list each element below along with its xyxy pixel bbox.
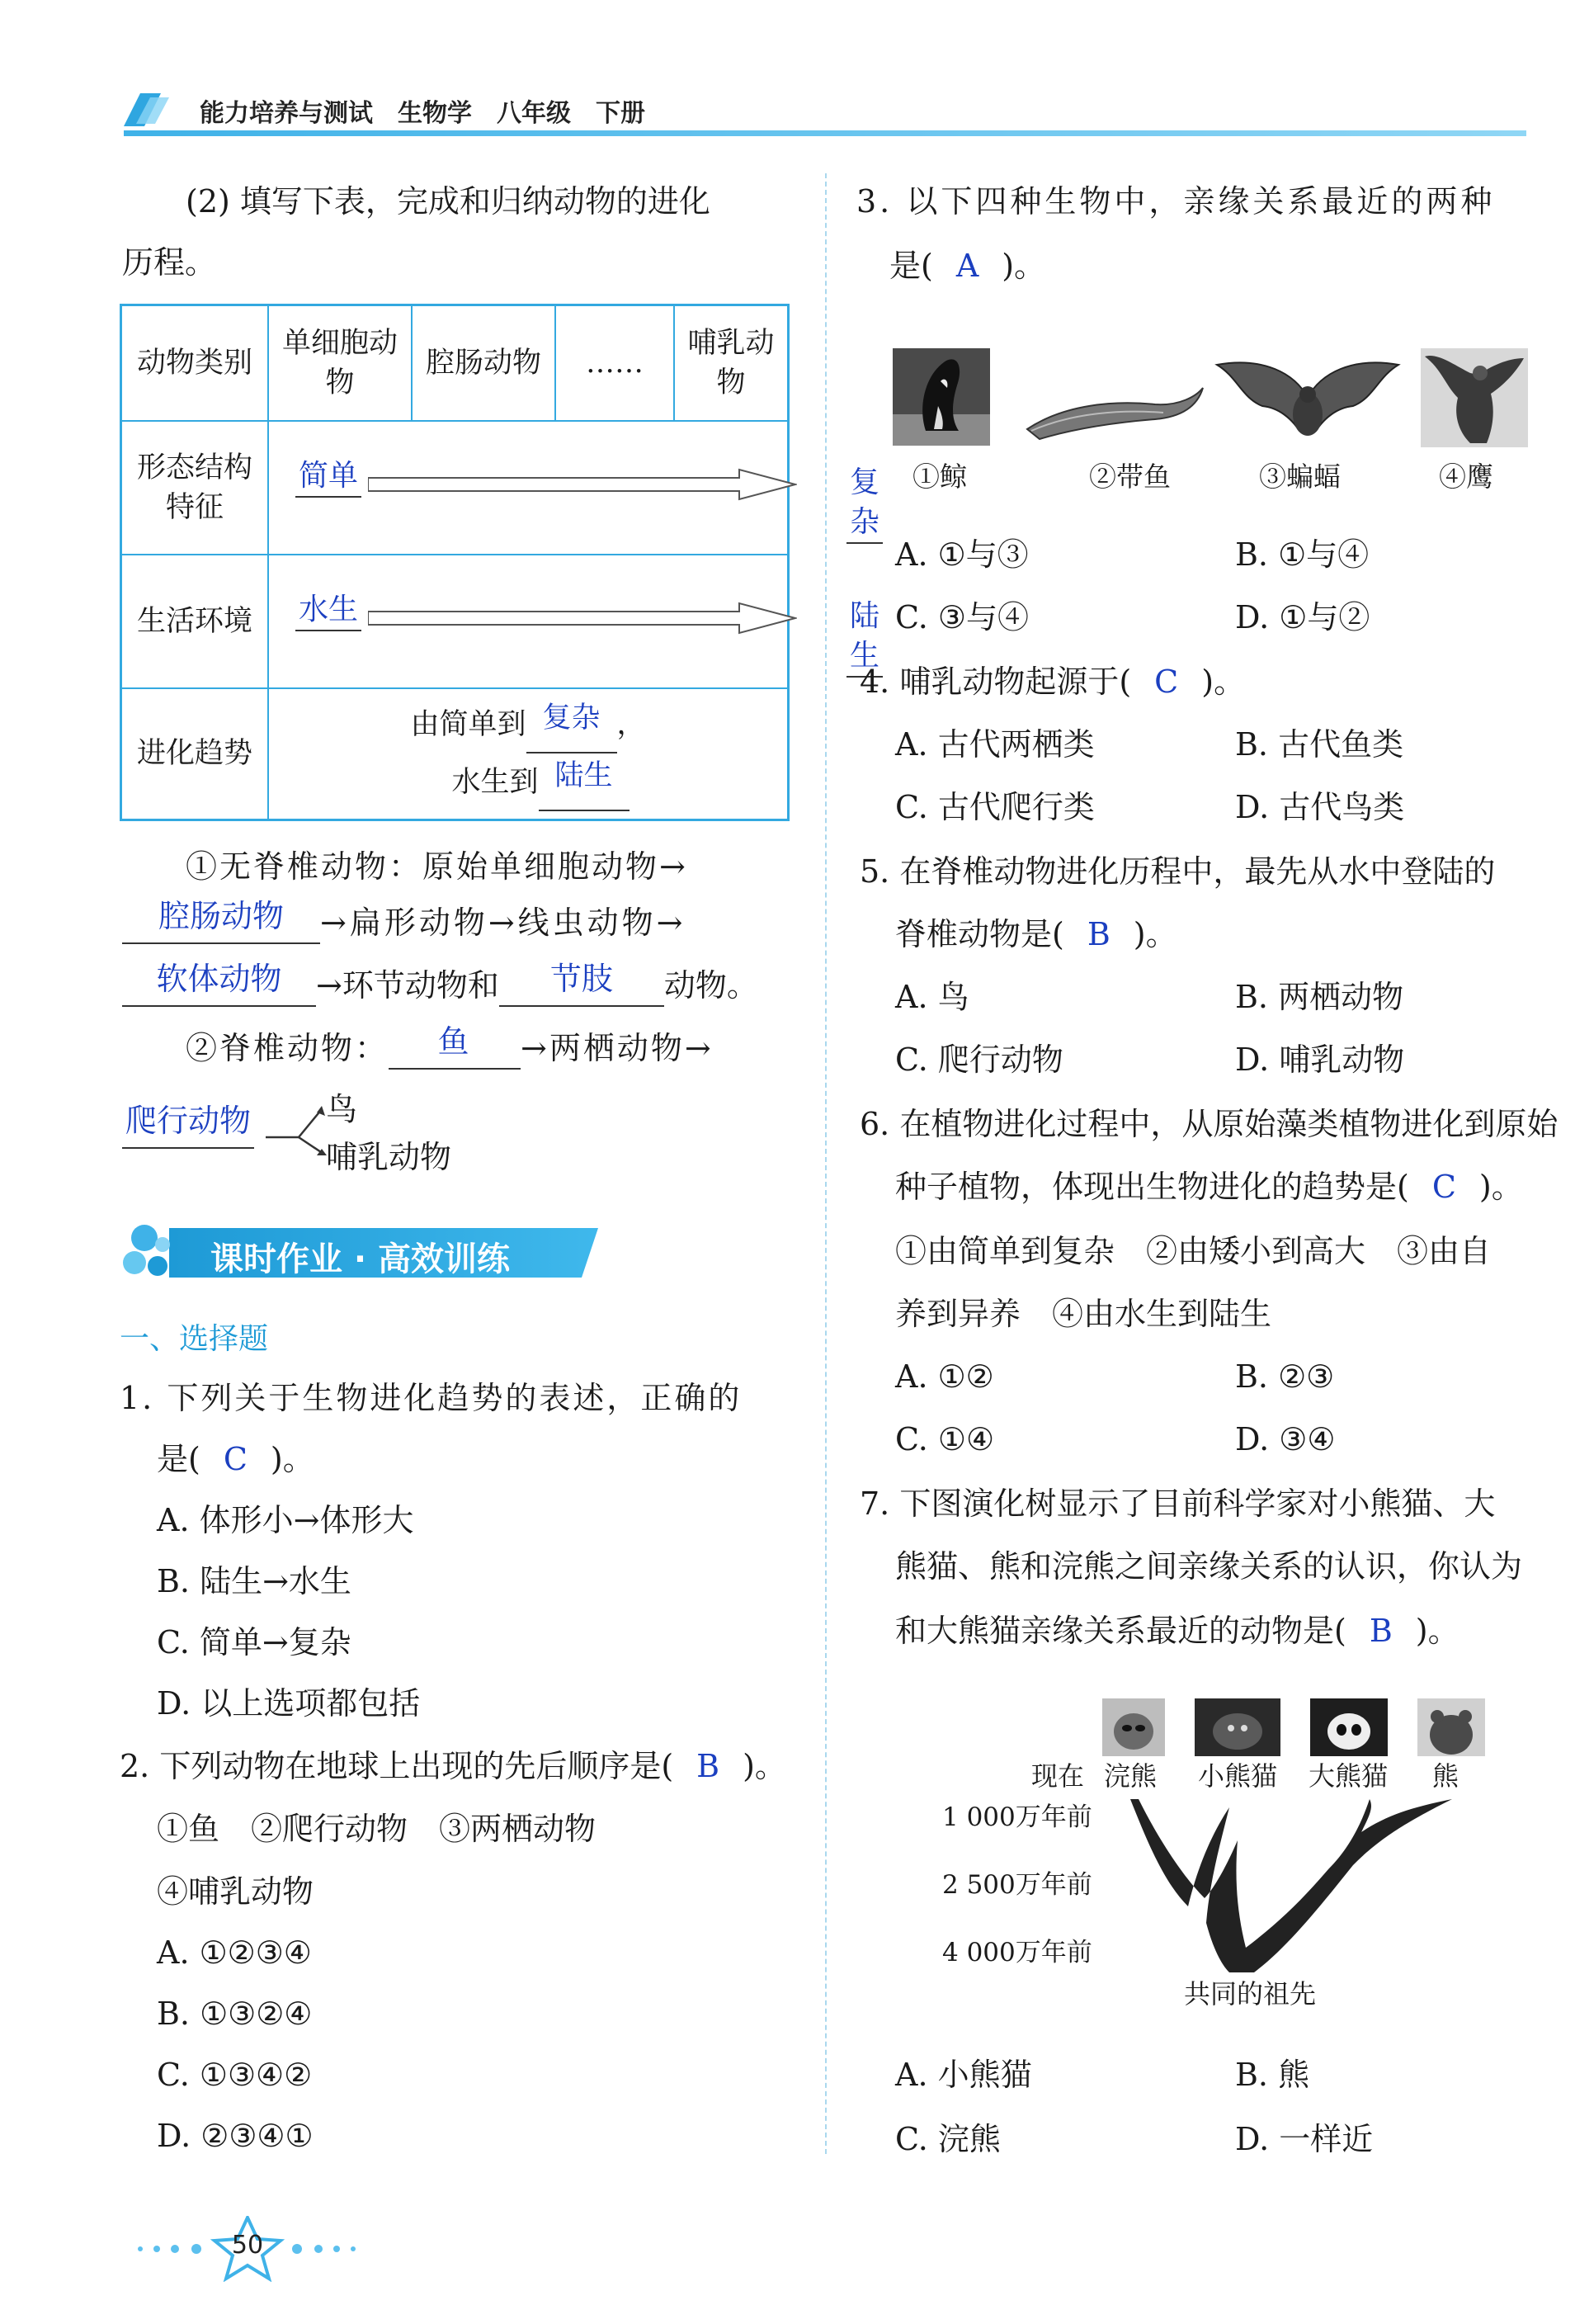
- q1-stem-2-post: )。: [270, 1441, 314, 1477]
- q1-option-a: A. 体形小→体形大: [157, 1502, 414, 1538]
- bear-image: [1417, 1698, 1485, 1756]
- vert-branch-arrow-icon: [266, 1103, 332, 1160]
- q6-stem-2-pre: 种子植物，体现出生物进化的趋势是(: [895, 1169, 1409, 1205]
- habitat-arrow-icon: [368, 602, 797, 635]
- q4-stem-post: )。: [1201, 664, 1246, 700]
- tree-animal-2: 小熊猫: [1198, 1760, 1278, 1792]
- q3-answer: A: [955, 248, 979, 284]
- vert-answer-1: 鱼: [437, 1023, 472, 1060]
- habitat-from: 水生: [295, 590, 361, 631]
- invert-line-3: [122, 961, 758, 1007]
- q1-option-d: D. 以上选项都包括: [157, 1685, 421, 1722]
- invert-mid-1: →扁形动物→线虫动物→: [320, 905, 686, 941]
- q7-option-d: D. 一样近: [1235, 2121, 1374, 2157]
- q6-stem-2-post: )。: [1478, 1169, 1523, 1205]
- tree-animal-3: 大熊猫: [1309, 1760, 1389, 1792]
- q6-items-2: 养到异养 ④由水生到陆生: [895, 1296, 1272, 1332]
- q5-stem-2: [895, 913, 1177, 956]
- q2-items-2: ④哺乳动物: [157, 1873, 314, 1910]
- q1-stem-1: 1. 下列关于生物进化趋势的表述，正确的: [120, 1380, 743, 1416]
- q3-stem-2-pre: 是(: [889, 248, 933, 284]
- q3-caption-4: ④鹰: [1439, 461, 1493, 493]
- q2-items-1: ①鱼 ②爬行动物 ③两栖动物: [157, 1811, 597, 1847]
- habitat-to: 陆生: [846, 597, 883, 678]
- q6-option-a: A. ①②: [895, 1358, 994, 1395]
- table-row-trend-label: 进化趋势: [121, 688, 269, 820]
- eagle-image: [1421, 348, 1528, 447]
- vert-answer-2-blank: [122, 1103, 254, 1149]
- q3-caption-1: ①鲸: [912, 461, 967, 493]
- tree-animal-4: 熊: [1432, 1760, 1459, 1792]
- invert-answer-1: 腔肠动物: [158, 898, 284, 934]
- invert-end-2: 动物。: [663, 967, 758, 1004]
- q3-option-b: B. ①与④: [1235, 536, 1370, 573]
- ribbonfish-image: [1023, 380, 1205, 446]
- table-head-col4: 哺乳动物: [674, 305, 789, 421]
- q6-stem-1: 6. 在植物进化过程中，从原始藻类植物进化到原始: [860, 1106, 1558, 1142]
- q5-option-b: B. 两栖动物: [1235, 979, 1404, 1015]
- vert-branch-top: 鸟: [326, 1091, 358, 1127]
- table-row-structure: [268, 421, 880, 555]
- q6-option-d: D. ③④: [1235, 1421, 1336, 1457]
- section-banner: [120, 1220, 598, 1286]
- whale-image: [893, 348, 990, 446]
- trend-line1-suffix: ，: [616, 708, 646, 742]
- q4-stem-pre: 4. 哺乳动物起源于(: [860, 664, 1132, 700]
- vert-branch-bottom: 哺乳动物: [326, 1139, 452, 1175]
- trend-line2-prefix: 水生到: [451, 766, 539, 800]
- q4-stem: [860, 660, 1245, 703]
- table-row-habitat: [268, 555, 880, 688]
- q7-stem-1: 7. 下图演化树显示了目前科学家对小熊猫、大: [860, 1486, 1496, 1522]
- q7-option-a: A. 小熊猫: [895, 2057, 1032, 2093]
- q7-stem-2: 熊猫、熊和浣熊之间亲缘关系的认识，你认为: [895, 1548, 1523, 1585]
- structure-from: 简单: [295, 456, 361, 498]
- table-row-habitat-label: 生活环境: [121, 555, 269, 688]
- giant-panda-image: [1310, 1698, 1388, 1756]
- q6-option-c: C. ①④: [895, 1421, 995, 1457]
- invert-line-2: [122, 898, 686, 944]
- q2-option-a: A. ①②③④: [157, 1934, 312, 1971]
- q1-option-b: B. 陆生→水生: [157, 1563, 351, 1599]
- bat-image: [1213, 340, 1403, 447]
- tree-animal-1: 浣熊: [1104, 1760, 1158, 1792]
- table-head-category: 动物类别: [121, 305, 269, 421]
- q7-stem-3-pre: 和大熊猫亲缘关系最近的动物是(: [895, 1613, 1346, 1649]
- vert-answer-2: 爬行动物: [125, 1103, 251, 1139]
- intro-line-2: 历程。: [122, 244, 217, 281]
- q3-stem-2: [889, 244, 1045, 287]
- q5-option-c: C. 爬行动物: [895, 1042, 1063, 1078]
- tree-time-3: 4 000万年前: [942, 1938, 1092, 1967]
- table-head-col1: 单细胞动物: [268, 305, 412, 421]
- page-number: 50: [231, 2231, 264, 2260]
- table-row-structure-label: 形态结构特征: [121, 421, 269, 555]
- q5-option-d: D. 哺乳动物: [1235, 1042, 1405, 1078]
- structure-arrow-icon: [368, 468, 797, 501]
- q3-option-a: A. ①与③: [895, 536, 1029, 573]
- q2-answer: B: [696, 1748, 720, 1784]
- raccoon-image: [1102, 1698, 1165, 1756]
- evolution-table: [120, 304, 880, 821]
- q5-stem-2-post: )。: [1133, 916, 1177, 952]
- q5-stem-2-pre: 脊椎动物是(: [895, 916, 1064, 952]
- q6-option-b: B. ②③: [1235, 1358, 1335, 1395]
- q3-stem-1: 3. 以下四种生物中，亲缘关系最近的两种: [856, 183, 1496, 220]
- intro-line-1: (2) 填写下表，完成和归纳动物的进化: [186, 183, 710, 220]
- page-number-badge: [132, 2216, 371, 2285]
- q2-option-d: D. ②③④①: [157, 2118, 314, 2154]
- invert-answer-3: 节肢: [549, 961, 613, 997]
- q2-option-b: B. ①③②④: [157, 1996, 313, 2032]
- q4-option-b: B. 古代鱼类: [1235, 726, 1404, 763]
- q6-answer: C: [1431, 1169, 1456, 1205]
- section-title: 一、选择题: [120, 1322, 269, 1356]
- q5-stem-1: 5. 在脊椎动物进化历程中，最先从水中登陆的: [860, 853, 1496, 890]
- q3-stem-2-post: )。: [1002, 248, 1046, 284]
- q2-stem-post: )。: [743, 1748, 786, 1784]
- vert-line-1: [186, 1023, 714, 1070]
- red-panda-image: [1195, 1698, 1280, 1756]
- tree-root-label: 共同的祖先: [1184, 1978, 1317, 2010]
- q1-answer: C: [223, 1441, 248, 1477]
- q3-option-c: C. ③与④: [895, 599, 1029, 635]
- header-rule: [124, 130, 1526, 136]
- invert-mid-2: →环节动物和: [316, 967, 499, 1004]
- invert-line-1: ①无脊椎动物：原始单细胞动物→: [186, 848, 688, 885]
- q3-option-d: D. ①与②: [1235, 599, 1370, 635]
- q3-caption-3: ③蝙蝠: [1259, 461, 1341, 493]
- q1-option-c: C. 简单→复杂: [157, 1624, 351, 1660]
- evolution-tree: [932, 1692, 1510, 2022]
- q2-option-c: C. ①③④②: [157, 2057, 313, 2093]
- q6-items-1: ①由简单到复杂 ②由矮小到高大 ③由自: [895, 1233, 1492, 1269]
- trend-line1-prefix: 由简单到: [410, 708, 526, 742]
- q1-stem-2: [157, 1438, 314, 1481]
- q4-answer: C: [1154, 664, 1179, 700]
- trend-line1-answer: 复杂: [542, 701, 601, 735]
- banner-title: 课时作业 · 高效训练: [210, 1240, 511, 1278]
- q4-option-d: D. 古代鸟类: [1235, 789, 1405, 825]
- tree-branches: [1122, 1791, 1502, 1981]
- q4-option-c: C. 古代爬行类: [895, 789, 1095, 825]
- q4-option-a: A. 古代两栖类: [895, 726, 1095, 763]
- header-logo-icon: [124, 89, 173, 130]
- q5-answer: B: [1087, 916, 1111, 952]
- q5-option-a: A. 鸟: [895, 979, 969, 1015]
- header-title: 能力培养与测试 生物学 八年级 下册: [200, 99, 645, 128]
- q2-stem-pre: 2. 下列动物在地球上出现的先后顺序是(: [120, 1748, 674, 1784]
- q7-stem-3-post: )。: [1415, 1613, 1459, 1649]
- q1-stem-2-pre: 是(: [157, 1441, 200, 1477]
- invert-answer-2: 软体动物: [156, 961, 282, 997]
- vert-prefix: ②脊椎动物：: [186, 1030, 389, 1066]
- table-row-trend: [268, 688, 789, 820]
- column-divider: [825, 173, 827, 2154]
- q6-stem-2: [895, 1165, 1523, 1208]
- q2-stem: [120, 1745, 786, 1788]
- q3-caption-2: ②带鱼: [1089, 461, 1171, 493]
- table-head-col2: 腔肠动物: [412, 305, 555, 421]
- q7-stem-3: [895, 1609, 1459, 1652]
- tree-now-label: 现在: [1031, 1760, 1085, 1792]
- q7-option-c: C. 浣熊: [895, 2121, 1001, 2157]
- trend-line2-answer: 陆生: [554, 759, 613, 793]
- q7-answer: B: [1369, 1613, 1393, 1649]
- vert-mid: →两栖动物→: [521, 1030, 714, 1066]
- table-head-col3: ……: [555, 305, 674, 421]
- tree-time-1: 1 000万年前: [942, 1802, 1092, 1832]
- tree-time-2: 2 500万年前: [942, 1870, 1092, 1900]
- q7-option-b: B. 熊: [1235, 2057, 1310, 2093]
- structure-to: 复杂: [846, 463, 883, 544]
